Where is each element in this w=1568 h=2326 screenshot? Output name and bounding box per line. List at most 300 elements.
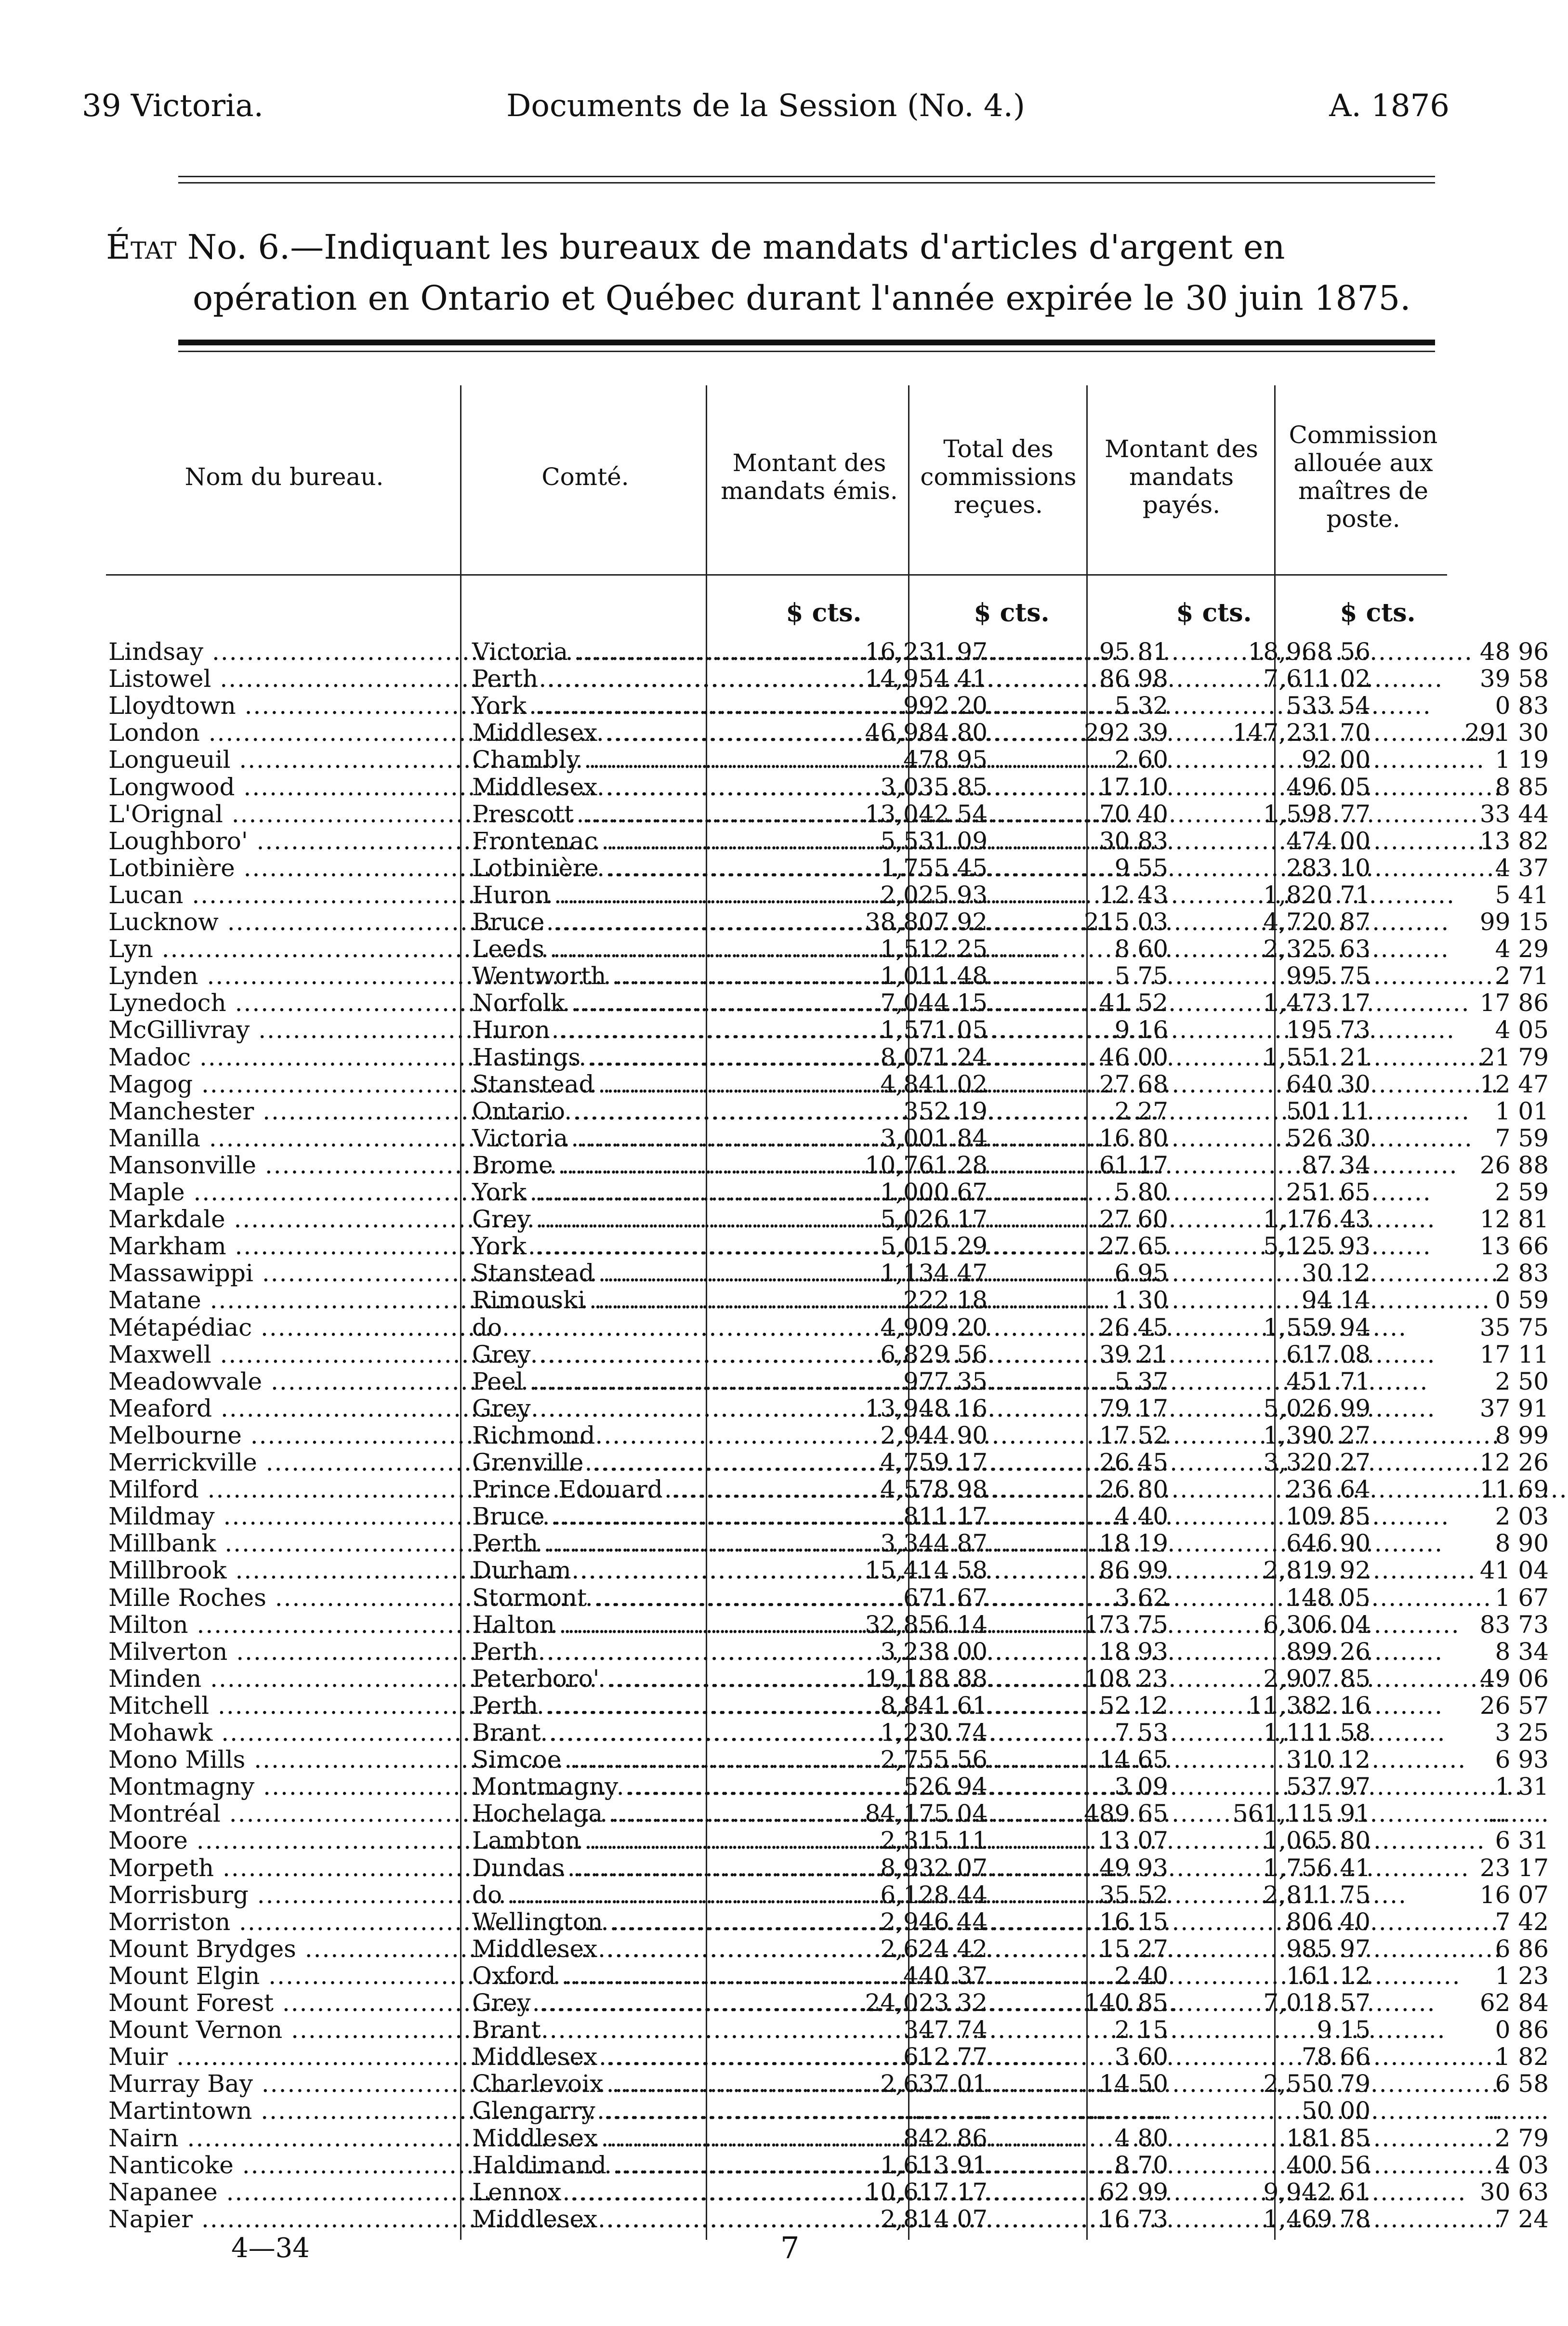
county-name: do ..... <box>472 1314 809 1341</box>
office-name: Morriston ..... <box>108 1908 455 1935</box>
amount-issued: 2,637 01 <box>880 2070 988 2098</box>
amount-issued: 352 19 <box>903 1097 988 1125</box>
county-name: Stormont ..... <box>472 1584 809 1611</box>
amount-issued: 16,231 97 <box>865 638 988 666</box>
amount-paid: 7,018 57 <box>1263 1989 1370 2017</box>
county-name: Halton ..... <box>472 1611 809 1638</box>
postmaster-commission: 6 86 <box>1495 1934 1549 1963</box>
county-name: Lennox ..... <box>472 2179 809 2206</box>
postmaster-commission: 0 59 <box>1495 1286 1549 1314</box>
commissions-received: ............ <box>1076 2097 1168 2125</box>
amount-paid: 1,820 71 <box>1263 880 1370 909</box>
amount-paid: 78 66 <box>1301 2043 1370 2071</box>
amount-issued: 14,954 41 <box>865 665 988 693</box>
commissions-received: 86 98 <box>1099 665 1168 693</box>
postmaster-commission: 4 37 <box>1495 854 1549 882</box>
county-name: Prescott ..... <box>472 801 809 828</box>
amount-paid: 310 12 <box>1286 1746 1370 1774</box>
postmaster-commission: 0 83 <box>1495 692 1549 720</box>
office-name: Milford ..... <box>108 1476 455 1503</box>
county-name: Perth ..... <box>472 665 809 692</box>
postmaster-commission: 12 26 <box>1479 1448 1549 1476</box>
county-name: Middlesex ..... <box>472 2125 809 2152</box>
county-name: Stanstead ..... <box>472 1071 809 1098</box>
amount-paid: 1,176 43 <box>1263 1205 1370 1234</box>
unit-mandats: $ cts. <box>786 598 862 628</box>
county-name: Grenville ..... <box>472 1449 809 1476</box>
commissions-received: 3 60 <box>1114 2043 1168 2071</box>
amount-issued: 4,578 98 <box>880 1475 988 1504</box>
amount-issued: 7,044 15 <box>880 989 988 1017</box>
amount-paid: 7,611 02 <box>1263 665 1370 693</box>
postmaster-commission: 4 05 <box>1495 1016 1549 1044</box>
amount-paid: 2,811 75 <box>1263 1880 1370 1909</box>
postmaster-commission: 2 03 <box>1495 1502 1549 1531</box>
amount-paid: 109 85 <box>1286 1502 1370 1531</box>
office-name: Morrisburg ..... <box>108 1881 455 1908</box>
amount-paid: 640 30 <box>1286 1070 1370 1098</box>
amount-paid: 985 97 <box>1286 1934 1370 1963</box>
table-row <box>108 1827 1549 1855</box>
amount-issued: 38,807 92 <box>865 908 988 936</box>
table-row <box>108 1853 1549 1882</box>
county-name: Middlesex ..... <box>472 774 809 801</box>
amount-issued: 15,414 58 <box>865 1556 988 1585</box>
commissions-received: 49 93 <box>1099 1853 1168 1882</box>
postmaster-commission: 1 67 <box>1495 1583 1549 1612</box>
office-name: Mount Elgin ..... <box>108 1962 455 1989</box>
commissions-received: 35 52 <box>1099 1880 1168 1909</box>
amount-issued: 19,188 88 <box>865 1664 988 1693</box>
commissions-received: 14 50 <box>1099 2070 1168 2098</box>
office-name: Lyn ..... <box>108 935 455 962</box>
amount-paid: 195 73 <box>1286 1016 1370 1044</box>
postmaster-commission: 33 44 <box>1479 800 1549 828</box>
amount-issued: ............ <box>896 2097 988 2125</box>
amount-issued: 222 18 <box>903 1286 988 1314</box>
table-row <box>108 854 1549 882</box>
office-name: Lucan ..... <box>108 881 455 908</box>
amount-paid: 2,550 79 <box>1263 2070 1370 2098</box>
title-etat: État <box>106 227 177 267</box>
postmaster-commission: 12 81 <box>1479 1205 1549 1234</box>
table-row <box>108 1313 1549 1341</box>
column-header-commission: Commission allouée aux maîtres de poste. <box>1289 421 1438 533</box>
county-name: York ..... <box>472 1179 809 1206</box>
office-name: Martintown ..... <box>108 2097 455 2124</box>
office-name: Loughboro' ..... <box>108 828 455 854</box>
table-row <box>108 1719 1549 1747</box>
office-name: Meaford ..... <box>108 1395 455 1422</box>
office-name: Merrickville ..... <box>108 1449 455 1476</box>
amount-issued: 1,613 91 <box>880 2151 988 2179</box>
postmaster-commission: 5 41 <box>1495 880 1549 909</box>
amount-issued: 1,011 48 <box>880 962 988 990</box>
office-name: Murray Bay ..... <box>108 2070 455 2097</box>
amount-paid: 646 90 <box>1286 1529 1370 1558</box>
office-name: Maple ..... <box>108 1179 455 1206</box>
commissions-received: 95 81 <box>1099 638 1168 666</box>
office-name: Montréal ..... <box>108 1800 455 1827</box>
amount-issued: 3,001 84 <box>880 1124 988 1152</box>
county-name: Grey ..... <box>472 1989 809 2016</box>
county-name: Durham ..... <box>472 1557 809 1584</box>
commissions-received: 27 60 <box>1099 1205 1168 1234</box>
office-name: Nairn ..... <box>108 2125 455 2152</box>
table-row <box>108 1989 1549 2017</box>
table-row <box>108 692 1549 720</box>
table-row <box>108 1664 1549 1693</box>
postmaster-commission: 21 79 <box>1479 1043 1549 1071</box>
table-row <box>108 880 1549 909</box>
office-name: Lynedoch ..... <box>108 989 455 1016</box>
postmaster-commission: 1 23 <box>1495 1961 1549 1990</box>
table-row <box>108 2016 1549 2044</box>
county-name: Grey ..... <box>472 1395 809 1422</box>
amount-issued: 3,035 85 <box>880 773 988 801</box>
office-name: Napier ..... <box>108 2206 455 2233</box>
amount-paid: 526 30 <box>1286 1124 1370 1152</box>
postmaster-commission: 1 19 <box>1495 746 1549 774</box>
county-name: Middlesex ..... <box>472 719 809 746</box>
office-name: Markham ..... <box>108 1233 455 1260</box>
amount-paid: 561,115 91 <box>1232 1800 1370 1828</box>
amount-paid: 1,598 77 <box>1263 800 1370 828</box>
amount-issued: 3,238 00 <box>880 1637 988 1666</box>
office-name: Moore ..... <box>108 1827 455 1854</box>
commissions-received: 27 68 <box>1099 1070 1168 1098</box>
commissions-received: 16 80 <box>1099 1124 1168 1152</box>
commissions-received: 5 75 <box>1114 962 1168 990</box>
office-name: Manilla ..... <box>108 1125 455 1152</box>
table-row <box>108 827 1549 855</box>
commissions-received: 16 15 <box>1099 1907 1168 1936</box>
table-row <box>108 665 1549 693</box>
commissions-received: 52 12 <box>1099 1691 1168 1720</box>
amount-paid: 5,125 93 <box>1263 1232 1370 1261</box>
amount-issued: 32,856 14 <box>865 1610 988 1639</box>
amount-paid: 5,026 99 <box>1263 1394 1370 1422</box>
amount-issued: 3,344 87 <box>880 1529 988 1558</box>
amount-issued: 4,909 20 <box>880 1313 988 1341</box>
table-row <box>108 1286 1549 1314</box>
commissions-received: 70 40 <box>1099 800 1168 828</box>
table-row <box>108 1151 1549 1179</box>
postmaster-commission: 26 88 <box>1479 1151 1549 1179</box>
column-header-mandats: Montant des mandats émis. <box>721 449 898 505</box>
postmaster-commission: 291 30 <box>1464 719 1549 747</box>
table-row <box>108 1691 1549 1720</box>
commissions-received: 62 99 <box>1099 2178 1168 2206</box>
unit-payes: $ cts. <box>1176 598 1252 628</box>
county-name: Glengarry ..... <box>472 2097 809 2124</box>
office-name: Longueuil ..... <box>108 746 455 773</box>
commissions-received: 17 10 <box>1099 773 1168 801</box>
office-name: L'Orignal ..... <box>108 801 455 828</box>
table-title <box>106 222 1436 324</box>
header-session: 39 Victoria. <box>82 88 264 124</box>
amount-issued: 84,175 04 <box>865 1800 988 1828</box>
postmaster-commission: 12 47 <box>1479 1070 1549 1098</box>
table-row <box>108 2178 1549 2206</box>
county-name: Brome ..... <box>472 1152 809 1179</box>
amount-paid: 501 11 <box>1286 1097 1370 1125</box>
table-row <box>108 1773 1549 1801</box>
commissions-received: 2 27 <box>1114 1097 1168 1125</box>
county-name: Grey ..... <box>472 1206 809 1233</box>
office-name: Mount Vernon ..... <box>108 2016 455 2043</box>
amount-issued: 2,944 90 <box>880 1421 988 1449</box>
postmaster-commission: 8 90 <box>1495 1529 1549 1558</box>
office-name: Meadowvale ..... <box>108 1368 455 1395</box>
commissions-received: 5 32 <box>1114 692 1168 720</box>
amount-issued: 612 77 <box>903 2043 988 2071</box>
commissions-received: 46 00 <box>1099 1043 1168 1071</box>
table-row <box>108 1610 1549 1639</box>
header-year: A. 1876 <box>1329 88 1449 124</box>
table-row <box>108 1637 1549 1666</box>
commissions-received: 15 27 <box>1099 1934 1168 1963</box>
county-name: Brant ..... <box>472 1719 809 1746</box>
postmaster-commission: 23 17 <box>1479 1853 1549 1882</box>
postmaster-commission: 8 85 <box>1495 773 1549 801</box>
amount-issued: 46,984 80 <box>865 719 988 747</box>
postmaster-commission: 1 31 <box>1495 1773 1549 1801</box>
county-name: do ..... <box>472 1881 809 1908</box>
table-row <box>108 1556 1549 1585</box>
header-rule <box>178 176 1435 184</box>
unit-commission: $ cts. <box>1340 598 1416 628</box>
postmaster-commission: 13 66 <box>1479 1232 1549 1261</box>
commissions-received: 86 99 <box>1099 1556 1168 1585</box>
amount-paid: 2,907 85 <box>1263 1664 1370 1693</box>
amount-paid: 496 05 <box>1286 773 1370 801</box>
column-header-payes: Montant des mandats payés. <box>1105 435 1258 519</box>
amount-paid: 1,111 58 <box>1263 1719 1370 1747</box>
commissions-received: 18 93 <box>1099 1637 1168 1666</box>
amount-paid: 1,756 41 <box>1263 1853 1370 1882</box>
county-name: Simcoe ..... <box>472 1746 809 1773</box>
office-name: Lynden ..... <box>108 962 455 989</box>
page-number: 7 <box>780 2230 800 2265</box>
table-top-rule <box>178 340 1435 345</box>
amount-issued: 4,841 02 <box>880 1070 988 1098</box>
amount-issued: 5,015 29 <box>880 1232 988 1261</box>
office-name: Maxwell ..... <box>108 1341 455 1368</box>
table-row <box>108 2043 1549 2071</box>
table-row <box>108 1746 1549 1774</box>
county-name: Bruce ..... <box>472 1503 809 1530</box>
column-header-commissions: Total des commissions reçues. <box>920 435 1077 519</box>
amount-paid: 87 34 <box>1301 1151 1370 1179</box>
table-row <box>108 1394 1549 1422</box>
office-name: McGillivray ..... <box>108 1016 455 1043</box>
county-name: Haldimand ..... <box>472 2152 809 2179</box>
county-name: Chambly ..... <box>472 746 809 773</box>
amount-paid: 1,551 21 <box>1263 1043 1370 1071</box>
amount-paid: 1,473 17 <box>1263 989 1370 1017</box>
table-row <box>108 1907 1549 1936</box>
office-name: Morpeth ..... <box>108 1854 455 1881</box>
county-name: Victoria ..... <box>472 638 809 665</box>
county-name: Perth ..... <box>472 1530 809 1557</box>
postmaster-commission: 39 58 <box>1479 665 1549 693</box>
amount-paid: 474 00 <box>1286 827 1370 855</box>
amount-issued: 1,230 74 <box>880 1719 988 1747</box>
amount-issued: 13,948 16 <box>865 1394 988 1422</box>
table-row <box>108 773 1549 801</box>
postmaster-commission: 13 82 <box>1479 827 1549 855</box>
amount-paid: 147,231 70 <box>1232 719 1370 747</box>
county-name: York ..... <box>472 1233 809 1260</box>
office-name: Millbrook ..... <box>108 1557 455 1584</box>
county-name: Victoria ..... <box>472 1125 809 1152</box>
amount-paid: 400 56 <box>1286 2151 1370 2179</box>
postmaster-commission: ........ <box>1487 1800 1549 1828</box>
commissions-received: 7 53 <box>1114 1719 1168 1747</box>
commissions-received: 26 45 <box>1099 1448 1168 1476</box>
table-row <box>108 1367 1549 1395</box>
postmaster-commission: 48 96 <box>1479 638 1549 666</box>
commissions-received: 30 83 <box>1099 827 1168 855</box>
county-name: Hastings ..... <box>472 1044 809 1071</box>
postmaster-commission: 7 24 <box>1495 2205 1549 2233</box>
amount-paid: 236 64 <box>1286 1475 1370 1504</box>
commissions-received: 3 62 <box>1114 1583 1168 1612</box>
amount-paid: 9,942 61 <box>1263 2178 1370 2206</box>
county-name: Perth ..... <box>472 1638 809 1665</box>
table-row <box>108 1097 1549 1125</box>
office-name: Mount Forest ..... <box>108 1989 455 2016</box>
table-row <box>108 1475 1549 1504</box>
postmaster-commission: 11 69 <box>1479 1475 1549 1504</box>
amount-paid: 2,819 92 <box>1263 1556 1370 1585</box>
amount-paid: 995 75 <box>1286 962 1370 990</box>
commissions-received: 1 30 <box>1114 1286 1168 1314</box>
amount-issued: 671 67 <box>903 1583 988 1612</box>
commissions-received: 2 40 <box>1114 1961 1168 1990</box>
commissions-received: 12 43 <box>1099 880 1168 909</box>
table-row <box>108 2205 1549 2233</box>
office-name: Listowel ..... <box>108 665 455 692</box>
amount-issued: 842 86 <box>903 2124 988 2152</box>
amount-issued: 1,571 05 <box>880 1016 988 1044</box>
running-header <box>82 84 1449 128</box>
commissions-received: 26 80 <box>1099 1475 1168 1504</box>
table-row <box>108 1448 1549 1476</box>
office-name: Mitchell ..... <box>108 1692 455 1719</box>
postmaster-commission: 83 73 <box>1479 1610 1549 1639</box>
amount-issued: 6,128 44 <box>880 1880 988 1909</box>
postmaster-commission: 2 79 <box>1495 2124 1549 2152</box>
commissions-received: 489 65 <box>1084 1800 1168 1828</box>
office-name: Mansonville ..... <box>108 1152 455 1179</box>
office-name: Mildmay ..... <box>108 1503 455 1530</box>
county-name: Brant ..... <box>472 2016 809 2043</box>
county-name: Stanstead ..... <box>472 1260 809 1287</box>
amount-issued: 5,531 09 <box>880 827 988 855</box>
office-name: London ..... <box>108 719 455 746</box>
postmaster-commission: ........ <box>1487 2097 1549 2125</box>
office-name: Longwood ..... <box>108 774 455 801</box>
table-row <box>108 1124 1549 1152</box>
table-row <box>108 746 1549 774</box>
county-name: Middlesex ..... <box>472 2206 809 2233</box>
county-name: Grey ..... <box>472 1341 809 1368</box>
amount-issued: 2,814 07 <box>880 2205 988 2233</box>
office-name: Montmagny ..... <box>108 1773 455 1800</box>
county-name: Lambton ..... <box>472 1827 809 1854</box>
amount-paid: 50 00 <box>1301 2097 1370 2125</box>
table-row <box>108 1583 1549 1612</box>
commissions-received: 2 60 <box>1114 746 1168 774</box>
table-row <box>108 1961 1549 1990</box>
amount-paid: 2,325 63 <box>1263 935 1370 963</box>
amount-issued: 992 20 <box>903 692 988 720</box>
amount-issued: 1,000 67 <box>880 1178 988 1206</box>
table-row <box>108 1800 1549 1828</box>
commissions-received: 16 73 <box>1099 2205 1168 2233</box>
table-row <box>108 935 1549 963</box>
amount-issued: 2,025 93 <box>880 880 988 909</box>
amount-paid: 181 85 <box>1286 2124 1370 2152</box>
postmaster-commission: 6 93 <box>1495 1746 1549 1774</box>
office-name: Millbank ..... <box>108 1530 455 1557</box>
commissions-received: 8 60 <box>1114 935 1168 963</box>
county-name: Richmond ..... <box>472 1422 809 1449</box>
table-row <box>108 2151 1549 2179</box>
office-name: Napanee ..... <box>108 2179 455 2206</box>
office-name: Massawippi ..... <box>108 1260 455 1287</box>
table-row <box>108 1421 1549 1449</box>
table-row <box>108 1043 1549 1071</box>
amount-paid: 1,065 80 <box>1263 1827 1370 1855</box>
amount-issued: 440 37 <box>903 1961 988 1990</box>
postmaster-commission: 6 58 <box>1495 2070 1549 2098</box>
page-signature: 4—34 <box>231 2233 310 2264</box>
amount-issued: 2,755 56 <box>880 1746 988 1774</box>
postmaster-commission: 17 86 <box>1479 989 1549 1017</box>
table-row <box>108 638 1549 666</box>
commissions-received: 4 40 <box>1114 1502 1168 1531</box>
postmaster-commission: 7 59 <box>1495 1124 1549 1152</box>
table-row <box>108 1016 1549 1044</box>
commissions-received: 26 45 <box>1099 1313 1168 1341</box>
amount-paid: 161 12 <box>1286 1961 1370 1990</box>
commissions-received: 41 52 <box>1099 989 1168 1017</box>
table-row <box>108 1232 1549 1261</box>
amount-issued: 347 74 <box>903 2016 988 2044</box>
amount-issued: 8,841 61 <box>880 1691 988 1720</box>
commissions-received: 5 80 <box>1114 1178 1168 1206</box>
amount-paid: 617 08 <box>1286 1340 1370 1368</box>
county-name: Charlevoix ..... <box>472 2070 809 2097</box>
amount-issued: 10,617 17 <box>865 2178 988 2206</box>
county-name: Norfolk ..... <box>472 989 809 1016</box>
county-name: Peterboro' ..... <box>472 1665 809 1692</box>
amount-issued: 10,761 28 <box>865 1151 988 1179</box>
amount-paid: 1,469 78 <box>1263 2205 1370 2233</box>
amount-paid: 899 26 <box>1286 1637 1370 1666</box>
header-bottom-rule <box>106 574 1447 576</box>
postmaster-commission: 30 63 <box>1479 2178 1549 2206</box>
amount-paid: 11,382 16 <box>1248 1691 1370 1720</box>
amount-paid: 4,720 87 <box>1263 908 1370 936</box>
commissions-received: 9 55 <box>1114 854 1168 882</box>
county-name: Middlesex ..... <box>472 2043 809 2070</box>
postmaster-commission: 99 15 <box>1479 908 1549 936</box>
office-name: Madoc ..... <box>108 1044 455 1071</box>
